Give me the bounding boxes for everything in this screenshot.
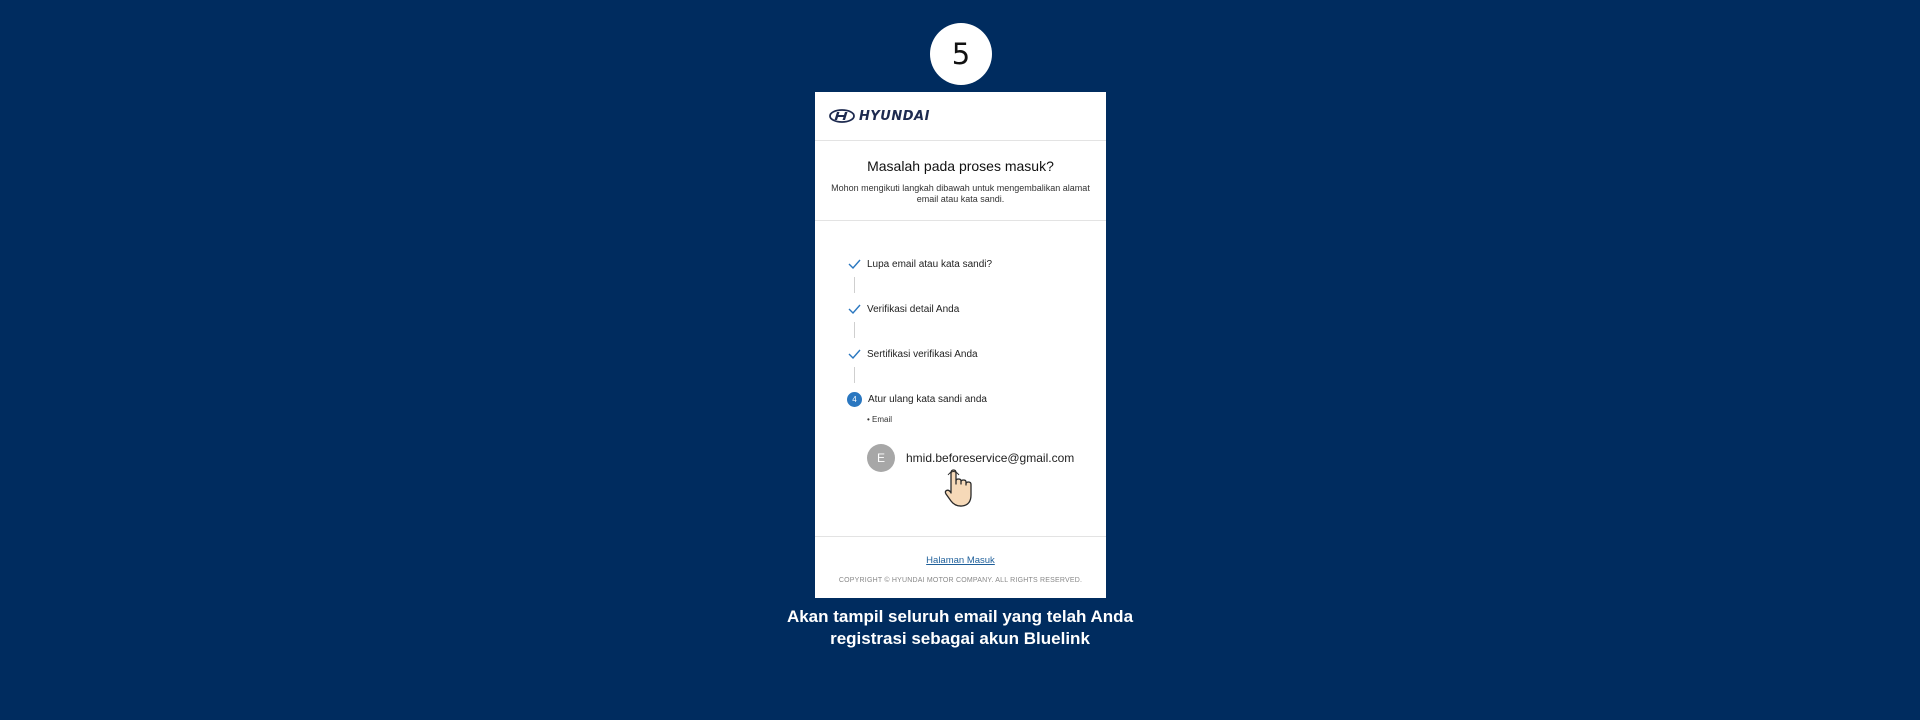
- step-connector: [854, 322, 855, 338]
- page-subtitle: Mohon mengikuti langkah dibawah untuk mengembalikan alamat email atau kata sandi.: [831, 183, 1090, 204]
- check-icon: [847, 257, 861, 271]
- step-label: Sertifikasi verifikasi Anda: [867, 348, 978, 360]
- step-connector: [854, 277, 855, 293]
- step-forgot: [847, 257, 992, 271]
- progress-steps: [815, 221, 1106, 537]
- pointer-hand-icon: [943, 469, 975, 509]
- step-label: Verifikasi detail Anda: [867, 303, 960, 315]
- check-icon: [847, 302, 861, 316]
- step-verify-details: [847, 302, 959, 316]
- email-address: hmid.beforeservice@gmail.com: [906, 451, 1075, 465]
- email-section-label: • Email: [867, 415, 893, 424]
- avatar: E: [867, 444, 895, 472]
- email-account-item[interactable]: [867, 444, 1074, 472]
- copyright-text: COPYRIGHT © HYUNDAI MOTOR COMPANY. ALL RIGHTS RESERVED.: [838, 577, 1083, 584]
- brand-wordmark: HYUNDAI: [859, 108, 930, 124]
- step-certification: [847, 347, 978, 361]
- page-header: [815, 141, 1106, 221]
- step-reset-password: [847, 392, 987, 407]
- step-label: Atur ulang kata sandi anda: [868, 394, 987, 405]
- check-icon: [847, 347, 861, 361]
- page-title: Masalah pada proses masuk?: [867, 158, 1054, 174]
- step-number-indicator: 4: [847, 392, 862, 407]
- phone-screen: [815, 92, 1106, 598]
- caption-text: Akan tampil seluruh email yang telah Anda registrasi sebagai akun Bluelink: [786, 607, 1134, 648]
- brand-header: [815, 92, 1106, 141]
- step-label: Lupa email atau kata sandi?: [867, 258, 993, 270]
- step-number-badge: 5: [930, 23, 992, 85]
- hyundai-logo-icon: [829, 109, 855, 123]
- footer: [815, 536, 1106, 599]
- email-label-text: Email: [872, 415, 893, 424]
- step-connector: [854, 367, 855, 383]
- login-page-link[interactable]: Halaman Masuk: [926, 555, 995, 566]
